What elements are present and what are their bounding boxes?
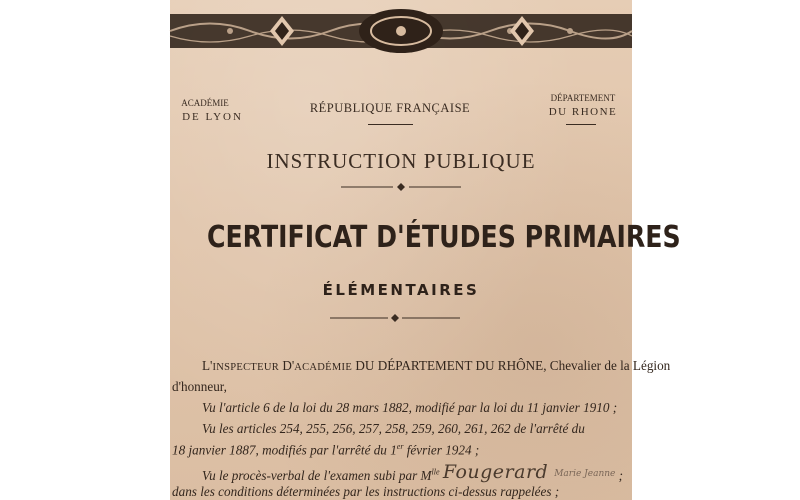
body-line: dans les conditions déterminées par les instructions ci-dessus rappelées ; (172, 484, 560, 499)
body-text-fragment: D' (279, 358, 295, 373)
body-line (172, 442, 479, 458)
body-line: Vu les articles 254, 255, 256, 257, 258, 259, 260, 261, 262 de l'arrêté du (202, 421, 585, 436)
decorative-banner (170, 6, 632, 56)
certificate-title: CERTIFICAT D'ÉTUDES PRIMAIRES (206, 220, 681, 255)
body-smallcaps: ACADÉMIE (294, 362, 353, 373)
superscript: er (396, 442, 404, 451)
body-text-fragment: L' (202, 358, 213, 373)
republic-heading: RÉPUBLIQUE FRANÇAISE (309, 101, 471, 115)
body-text-fragment: février 1924 ; (403, 442, 480, 458)
superscript: lle (431, 467, 440, 477)
body-text-fragment: 18 janvier 1887, modifiés par l'arrêté du 1 (172, 442, 397, 458)
handwritten-surname: Fougerard (442, 461, 549, 483)
departement-rule (566, 124, 596, 125)
certificate-paper (170, 0, 681, 500)
body-text-fragment: Vu le procès-verbal de l'examen subi par M (202, 468, 432, 483)
instruction-heading: INSTRUCTION PUBLIQUE (266, 149, 536, 173)
ornament-divider (330, 313, 460, 323)
body-line: Vu l'article 6 de la loi du 28 mars 1882, modifié par la loi du 11 janvier 1910 ; (202, 400, 618, 415)
body-line (202, 463, 623, 485)
academie-label: ACADÉMIE (181, 98, 229, 108)
body-line: d'honneur, (172, 379, 227, 394)
departement-name: DU RHONE (548, 106, 618, 118)
ornament-divider (341, 182, 461, 192)
departement-label: DÉPARTEMENT (550, 93, 616, 103)
body-line (202, 358, 670, 374)
republic-rule (368, 124, 413, 125)
handwritten-given-name: Marie Jeanne (554, 469, 616, 479)
certificate-subtitle: ÉLÉMENTAIRES (322, 281, 480, 299)
body-text-fragment: ; (615, 468, 624, 483)
body-smallcaps: INSPECTEUR (212, 362, 280, 373)
body-text-fragment: DU DÉPARTEMENT DU RHÔNE, Chevalier de la Légion (352, 358, 671, 373)
academie-name: DE LYON (182, 111, 243, 123)
